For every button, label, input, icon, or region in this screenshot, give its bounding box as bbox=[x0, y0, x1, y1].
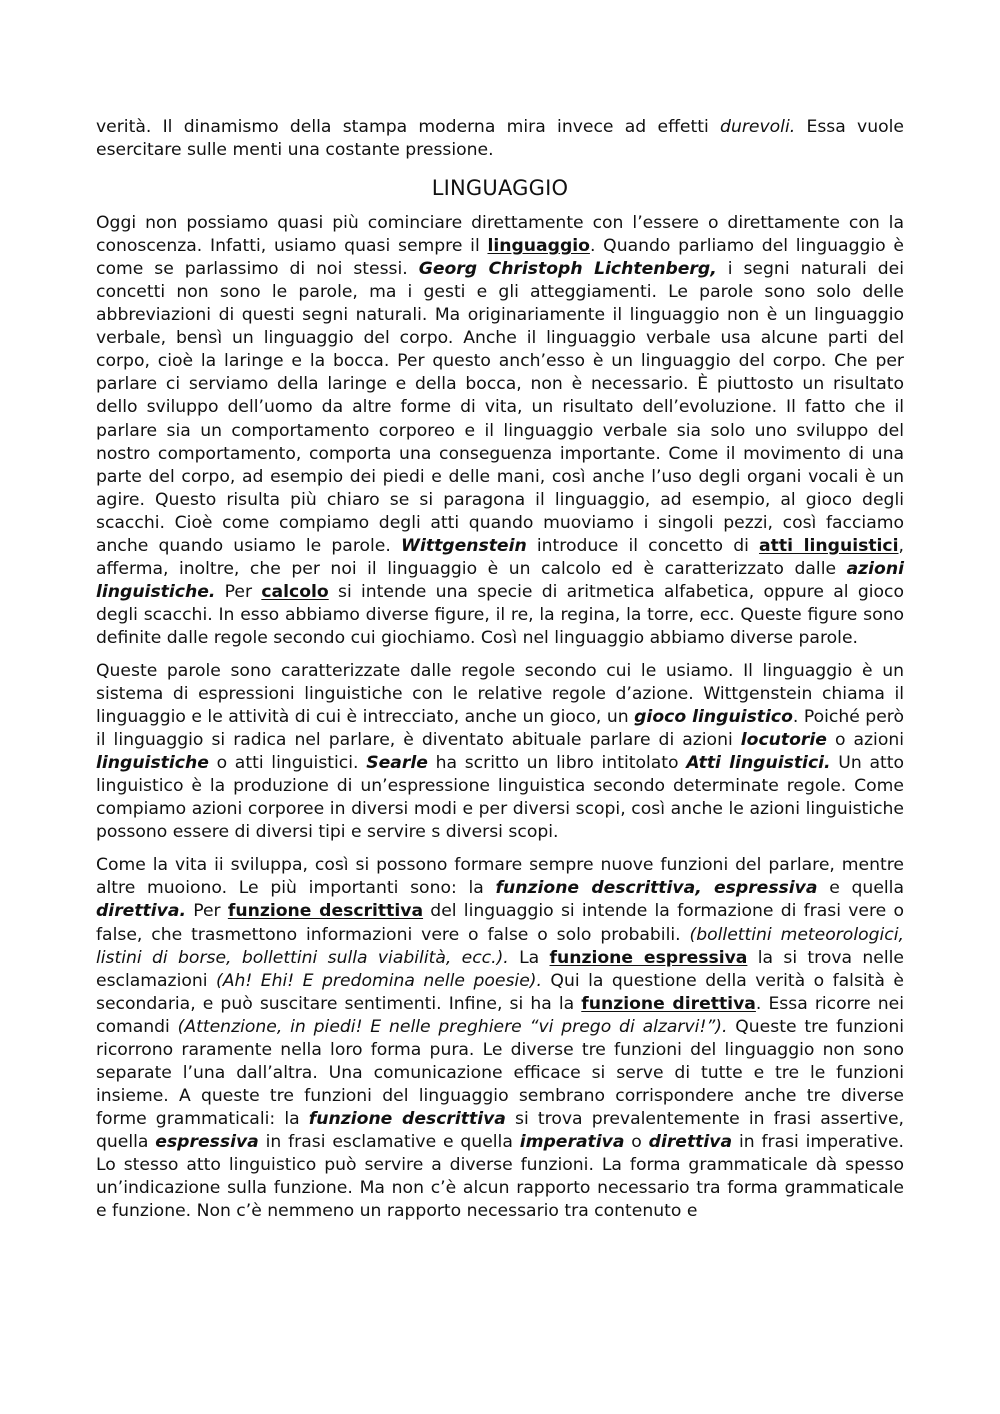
emphasis-text: Searle bbox=[366, 753, 428, 774]
paragraph-3 bbox=[96, 854, 904, 1223]
emphasis-text: locutorie bbox=[740, 730, 827, 751]
paragraph-1 bbox=[96, 212, 904, 650]
emphasis-text: espressiva bbox=[155, 1131, 259, 1152]
text-run: del linguaggio si intende la formazione di frasi vere o false, che trasmettono informazioni vere o false o solo probabili. bbox=[96, 901, 905, 945]
text-run: introduce il concetto di bbox=[526, 535, 760, 556]
text-run: Essa vuole esercitare sulle menti una costante pressione. bbox=[96, 117, 904, 161]
text-run: si intende una specie di aritmetica alfabetica, oppure al gioco degli scacchi. In esso abbiamo diverse figure, il re, la regina, la torre, ecc. Queste figure sono definite dalle regole secondo cui giochiamo. Così nel linguaggio abbiamo diverse parole. bbox=[96, 581, 904, 648]
text-run: Qui la questione della verità o falsità è secondaria, e può suscitare sentimenti. Infine, si ha la bbox=[96, 970, 905, 1014]
text-run: si trova prevalentemente in frasi assertive, quella bbox=[96, 1108, 905, 1152]
emphasis-text: funzione direttiva bbox=[581, 993, 756, 1014]
text-run: o bbox=[624, 1131, 649, 1152]
text-run: o atti linguistici. bbox=[208, 753, 367, 774]
emphasis-text: linguistiche bbox=[96, 753, 209, 774]
emphasis-text: gioco linguistico bbox=[634, 707, 793, 728]
emphasis-text: funzione descrittiva bbox=[308, 1108, 506, 1129]
text-run: . Quando parliamo del linguaggio è come se parlassimo di noi stessi. bbox=[96, 236, 904, 280]
emphasis-text: durevoli. bbox=[720, 117, 796, 137]
text-run: Oggi non possiamo quasi più cominciare direttamente con l’essere o direttamente con la conoscenza. Infatti, usiamo quasi sempre il bbox=[96, 213, 904, 257]
text-run: ha scritto un libro intitolato bbox=[427, 753, 687, 774]
emphasis-text: azioni linguistiche. bbox=[96, 558, 904, 602]
text-run: verità. Il dinamismo della stampa moderna mira invece ad effetti bbox=[96, 117, 721, 137]
text-run: Queste parole sono caratterizzate dalle regole secondo cui le usiamo. Il linguaggio è un sistema di espressioni linguistiche con le relative regole d’azione. Wittgenstein chiama il linguaggio e le attività di cui è intrecciato, anche un gioco, un bbox=[96, 660, 904, 728]
text-run: la si trova nelle esclamazioni bbox=[96, 947, 904, 991]
text-run: Come la vita ii sviluppa, così si possono formare sempre nuove funzioni del parlare, mentre altre muoiono. Le più importanti sono: la bbox=[96, 855, 904, 899]
text-run: Per bbox=[185, 901, 228, 922]
text-run: La bbox=[508, 947, 550, 968]
document-page bbox=[96, 116, 904, 1233]
emphasis-text: Georg Christoph Lichtenberg, bbox=[418, 259, 717, 280]
text-run: , afferma, inoltre, che per noi il linguaggio è un calcolo ed è caratterizzato dalle bbox=[96, 535, 904, 579]
text-run: o azioni bbox=[826, 730, 904, 751]
text-run: i segni naturali dei concetti non sono le parole, ma i gesti e gli atteggiamenti. Le parole sono solo delle abbreviazioni di questi segni naturali. Ma originariamente il linguaggio non è un linguaggio verbale, bensì un linguaggio del corpo. Anche il linguaggio verbale usa alcune parti del corpo, cioè la laringe e la bocca. Per questo anch’esso è un linguaggio del corpo. Che per parlare ci serviamo della laringe e della bocca, non è necessario. È piuttosto un risultato dello sviluppo dell’uomo da altre forme di vita, un risultato dell’evoluzione. Il fatto che il parlare sia un comportamento corporeo e il linguaggio verbale sia solo uno sviluppo del nostro comportamento, comporta una conseguenza importante. Come il movimento di una parte del corpo, ad esempio dei piedi e delle mani, così anche l’uso degli organi vocali è un agire. Questo risulta più chiaro se si paragona il linguaggio, ad esempio, al gioco degli scacchi. Cioè come compiamo degli atti quando muoviamo i singoli pezzi, così facciamo anche quando usiamo le parole. bbox=[96, 259, 905, 556]
emphasis-text: calcolo bbox=[261, 581, 329, 602]
emphasis-text: atti linguistici bbox=[759, 535, 899, 556]
text-run: . Poiché però il linguaggio si radica nel parlare, è diventato abituale parlare di azioni bbox=[96, 707, 904, 751]
paragraph-intro bbox=[96, 116, 904, 162]
emphasis-text: funzione espressiva bbox=[549, 947, 748, 968]
emphasis-text: (bollettini meteorologici, listini di borse, bollettini sulla viabilità, ecc.). bbox=[96, 924, 904, 968]
text-run: e quella bbox=[817, 878, 904, 899]
emphasis-text: funzione descrittiva bbox=[227, 901, 424, 922]
text-run: in frasi esclamative e quella bbox=[258, 1131, 520, 1152]
emphasis-text: funzione descrittiva, espressiva bbox=[495, 878, 818, 899]
emphasis-text: imperativa bbox=[519, 1131, 625, 1152]
text-run: . Essa ricorre nei comandi bbox=[96, 993, 905, 1037]
text-run: Un atto linguistico è la produzione di un’espressione linguistica secondo determinate regole. Come compiamo azioni corporee in diversi modi e per diversi scopi, così anche le azioni linguistiche possono essere di diversi tipi e servire s diversi scopi. bbox=[96, 753, 904, 843]
emphasis-text: (Attenzione, in piedi! E nelle preghiere “vi prego di alzarvi!”). bbox=[177, 1016, 728, 1037]
text-run: Queste tre funzioni ricorrono raramente nella loro forma pura. Le diverse tre funzioni del linguaggio non sono separate l’una dall’altra. Una comunicazione efficace si serve di tutte e tre le funzioni insieme. A queste tre funzioni del linguaggio sembrano corrispondere anche tre diverse forme grammaticali: la bbox=[96, 1016, 904, 1129]
emphasis-text: Wittgenstein bbox=[401, 535, 527, 556]
emphasis-text: direttiva bbox=[648, 1131, 733, 1152]
text-run: Per bbox=[215, 581, 262, 602]
emphasis-text: direttiva. bbox=[96, 901, 186, 922]
paragraph-2 bbox=[96, 660, 904, 844]
section-heading: LINGUAGGIO bbox=[431, 176, 569, 201]
text-run: in frasi imperative. Lo stesso atto linguistico può servire a diverse funzioni. La forma grammaticale dà spesso un’indicazione sulla funzione. Ma non c’è alcun rapporto necessario tra forma grammaticale e funzione. Non c’è nemmeno un rapporto necessario tra contenuto e bbox=[96, 1131, 904, 1222]
emphasis-text: (Ah! Ehi! E predomina nelle poesie). bbox=[216, 970, 542, 991]
emphasis-text: Atti linguistici. bbox=[686, 753, 831, 774]
emphasis-text: linguaggio bbox=[487, 236, 590, 257]
